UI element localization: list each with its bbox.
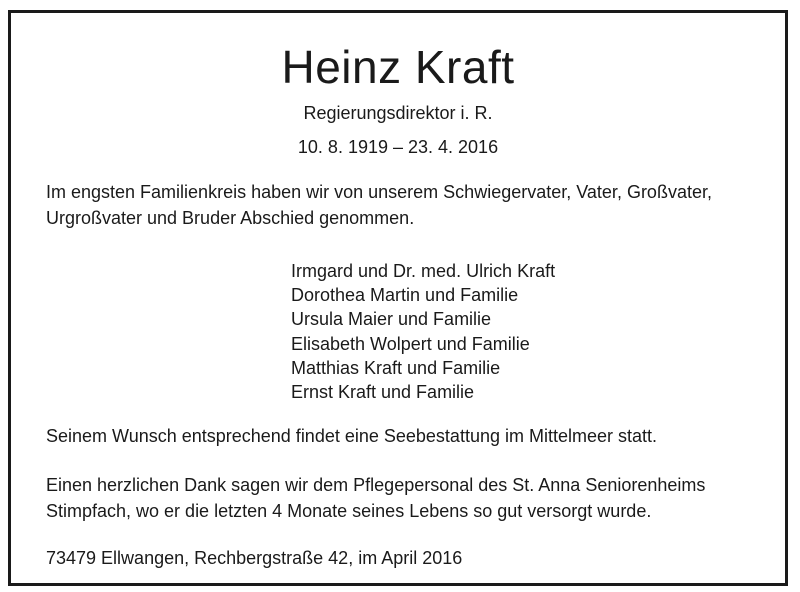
mourner-item: Elisabeth Wolpert und Familie bbox=[291, 333, 530, 354]
mourner-item: Ernst Kraft und Familie bbox=[291, 382, 475, 403]
deceased-name: Heinz Kraft bbox=[281, 41, 515, 93]
obituary-notice bbox=[8, 10, 788, 586]
intro-line: Im engsten Familienkreis haben wir von unserem Schwiegervater, Vater, Großvater, bbox=[46, 182, 712, 202]
burial-wish-paragraph: Seinem Wunsch entsprechend findet eine Seebestattung im Mittelmeer statt. bbox=[46, 426, 657, 446]
mourner-item: Irmgard und Dr. med. Ulrich Kraft bbox=[291, 261, 556, 281]
life-dates: 10. 8. 1919 – 23. 4. 2016 bbox=[297, 137, 499, 157]
address-line: 73479 Ellwangen, Rechbergstraße 42, im April 2016 bbox=[46, 548, 463, 568]
thanks-line: Einen herzlichen Dank sagen wir dem Pflegepersonal des St. Anna Seniorenheims bbox=[46, 475, 706, 495]
intro-line: Urgroßvater und Bruder Abschied genommen. bbox=[46, 208, 415, 228]
mourners-list bbox=[291, 259, 555, 404]
deceased-title: Regierungsdirektor i. R. bbox=[303, 103, 493, 123]
intro-paragraph bbox=[46, 179, 766, 231]
thanks-line: Stimpfach, wo er die letzten 4 Monate seines Lebens so gut versorgt wurde. bbox=[46, 501, 652, 521]
mourner-item: Matthias Kraft und Familie bbox=[291, 357, 501, 378]
thanks-paragraph bbox=[46, 472, 766, 524]
mourner-item: Dorothea Martin und Familie bbox=[291, 285, 519, 306]
mourner-item: Ursula Maier und Familie bbox=[291, 309, 492, 330]
